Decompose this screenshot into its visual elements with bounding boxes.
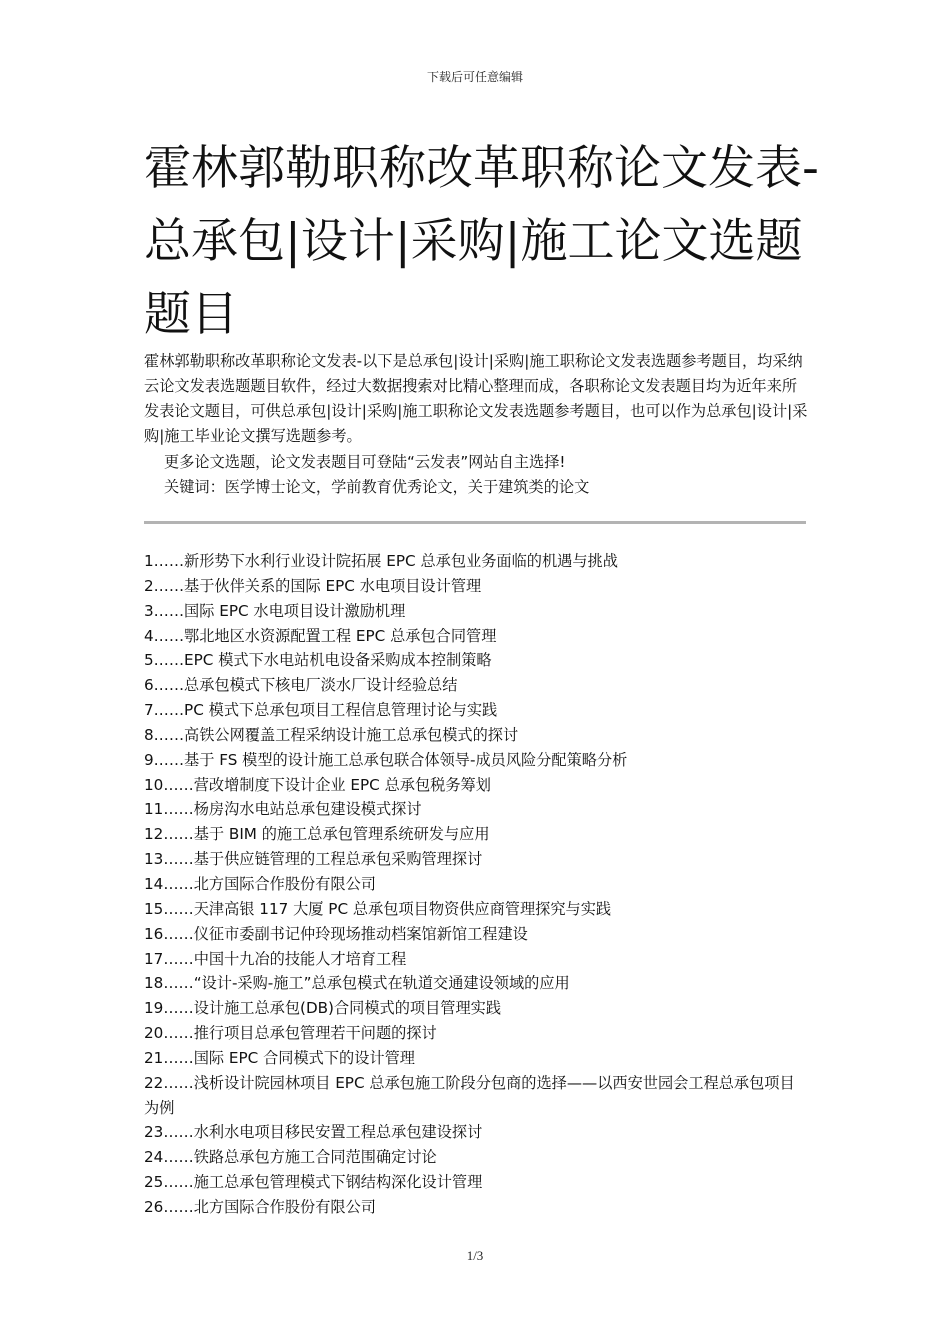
list-item: 10……营改增制度下设计企业 EPC 总承包税务筹划 <box>144 775 491 794</box>
list-item: 11……杨房沟水电站总承包建设模式探讨 <box>144 800 422 819</box>
list-item: 17……中国十九冶的技能人才培育工程 <box>144 949 407 968</box>
list-item: 24……铁路总承包方施工合同范围确定讨论 <box>144 1148 437 1167</box>
list-item: 26……北方国际合作股份有限公司 <box>144 1197 376 1216</box>
list-item: 1……新形势下水利行业设计院拓展 EPC 总承包业务面临的机遇与挑战 <box>144 552 618 570</box>
list-item: 12……基于 BIM 的施工总承包管理系统研发与应用 <box>144 825 490 844</box>
list-item: 16……仪征市委副书记仲玲现场推动档案馆新馆工程建设 <box>144 924 528 943</box>
list-item: 3……国际 EPC 水电项目设计激励机理 <box>144 601 406 620</box>
list-item: 6……总承包模式下核电厂淡水厂设计经验总结 <box>144 676 458 695</box>
intro-paragraph: 霍林郭勒职称改革职称论文发表-以下是总承包|设计|采购|施工职称论文发表选题参考题目，均采纳云论文发表选题题目软件，经过大数据搜索对比精心整理而成，各职称论文发表题目均为近年来所发表论文题目，可供总承包|设计|采购|施工职称论文发表选题参考题目，也可以作为总承包|设计|采购|施工毕业论文撰写选题参考。 <box>144 352 808 445</box>
list-item: 20……推行项目总承包管理若干问题的探讨 <box>144 1024 437 1043</box>
list-item: 7……PC 模式下总承包项目工程信息管理讨论与实践 <box>144 701 498 720</box>
list-item: 15……天津高银 117 大厦 PC 总承包项目物资供应商管理探究与实践 <box>144 899 612 918</box>
list-item: 22……浅析设计院园林项目 EPC 总承包施工阶段分包商的选择——以西安世园会工程总承包项目为例 <box>144 1073 795 1117</box>
section-divider <box>144 521 806 524</box>
keywords-line: 关键词：医学博士论文，学前教育优秀论文，关于建筑类的论文 <box>164 478 590 496</box>
list-item: 4……鄂北地区水资源配置工程 EPC 总承包合同管理 <box>144 626 497 645</box>
list-item: 21……国际 EPC 合同模式下的设计管理 <box>144 1048 415 1067</box>
list-item: 5……EPC 模式下水电站机电设备采购成本控制策略 <box>144 651 492 670</box>
list-item: 19……设计施工总承包(DB)合同模式的项目管理实践 <box>144 999 502 1018</box>
list-item: 25……施工总承包管理模式下钢结构深化设计管理 <box>144 1173 483 1192</box>
page-number: 1/3 <box>466 1248 484 1263</box>
list-item: 18……“设计-采购-施工”总承包模式在轨道交通建设领域的应用 <box>144 974 570 993</box>
header-note: 下载后可任意编辑 <box>426 70 523 84</box>
list-item: 23……水利水电项目移民安置工程总承包建设探讨 <box>144 1123 483 1142</box>
list-item: 9……基于 FS 模型的设计施工总承包联合体领导-成员风险分配策略分析 <box>144 750 628 769</box>
list-item: 2……基于伙伴关系的国际 EPC 水电项目设计管理 <box>144 576 482 595</box>
list-item: 8……高铁公网覆盖工程采纳设计施工总承包模式的探讨 <box>144 725 519 744</box>
document-title: 霍林郭勒职称改革职称论文发表-总承包|设计|采购|施工论文选题题目 <box>144 141 819 342</box>
more-topics-note: 更多论文选题，论文发表题目可登陆“云发表”网站自主选择! <box>164 453 566 471</box>
list-item: 14……北方国际合作股份有限公司 <box>144 874 376 893</box>
topic-list <box>144 549 808 1220</box>
list-item: 13……基于供应链管理的工程总承包采购管理探讨 <box>144 850 483 869</box>
